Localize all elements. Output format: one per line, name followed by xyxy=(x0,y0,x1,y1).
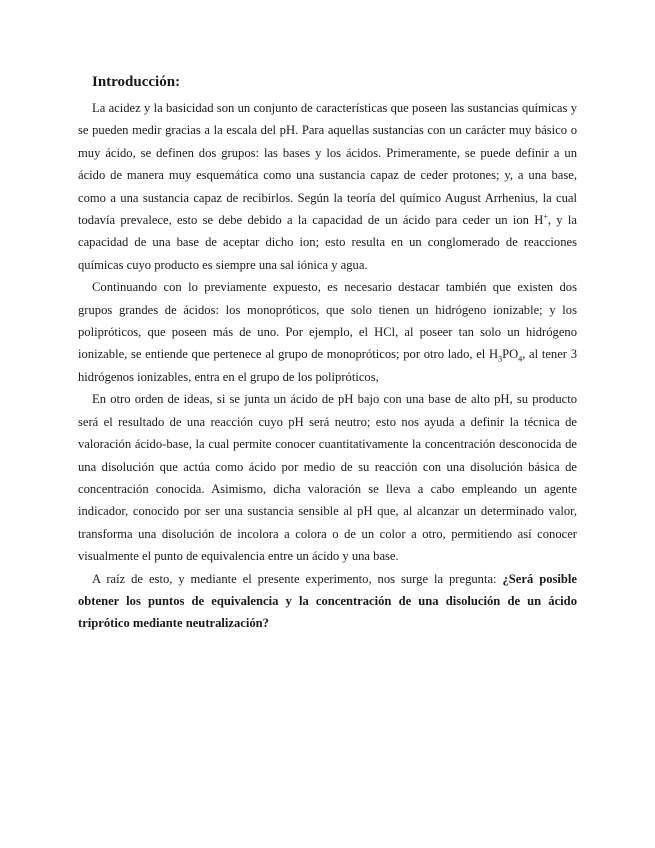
superscript-plus: + xyxy=(543,211,548,221)
formula-text: PO xyxy=(502,347,519,362)
research-question: ¿Será posible obtener los puntos de equivalencia y la concentración de una disolución de un ácido triprótico mediante neutralización? xyxy=(78,571,577,631)
paragraph-acidity-intro xyxy=(78,97,577,276)
paragraph-research-question xyxy=(78,568,577,635)
paragraph-text: , al tener 3 hidrógenos ionizables, entra en el grupo de los polipróticos, xyxy=(78,347,577,384)
paragraph-text: La acidez y la basicidad son un conjunto de características que poseen las sustancias químicas y se pueden medir gracias a la escala del pH. Para aquellas sustancias con un carácter muy básico o muy ácido, se definen dos grupos: las bases y los ácidos. Primeramente, se puede definir a un ácido de manera muy esquemática como una sustancia capaz de ceder protones; y, a una base, como a una sustancia capaz de recibirlos. Según la teoría del químico August Arrhenius, la cual todavía prevalece, esto se debe debido a la capacidad de un ácido para ceder un ion H xyxy=(78,101,577,228)
paragraph-text: , y la capacidad de una base de aceptar dicho ion; esto resulta en un conglomerado de reacciones químicas cuyo producto es siempre una sal iónica y agua. xyxy=(78,213,577,272)
paragraph-text: A raíz de esto, y mediante el presente experimento, nos surge la pregunta: xyxy=(92,571,503,586)
paragraph-titration: En otro orden de ideas, si se junta un ácido de pH bajo con una base de alto pH, su producto será el resultado de una reacción cuyo pH será neutro; esto nos ayuda a definir la técnica de valoración ácido-base, la cual permite conocer cuantitativamente la concentración desconocida de una disolución que actúa como ácido por medio de su reacción con una disolución básica de concentración conocida. Asimismo, dicha valoración se lleva a cabo empleando un agente indicador, conocido por ser una sustancia sensible al pH que, al alcanzar un determinado valor, transforma una disolución de incolora a colora o de un color a otro, permitiendo así conocer visualmente el punto de equivalencia entre un ácido y una base. xyxy=(78,392,577,564)
subscript-4: 4 xyxy=(518,354,523,364)
paragraph-text: Continuando con lo previamente expuesto, es necesario destacar también que existen dos grupos grandes de ácidos: los monopróticos, que solo tienen un hidrógeno ionizable; y los polipróticos, que poseen más de uno. Por ejemplo, el HCl, al poseer tan solo un hidrógeno ionizable, se entiende que pertenece al grupo de monopróticos; por otro lado, el H xyxy=(78,280,577,362)
section-heading: Introducción: xyxy=(92,74,181,90)
paragraph-acid-types xyxy=(78,276,577,388)
subscript-3: 3 xyxy=(498,354,503,364)
